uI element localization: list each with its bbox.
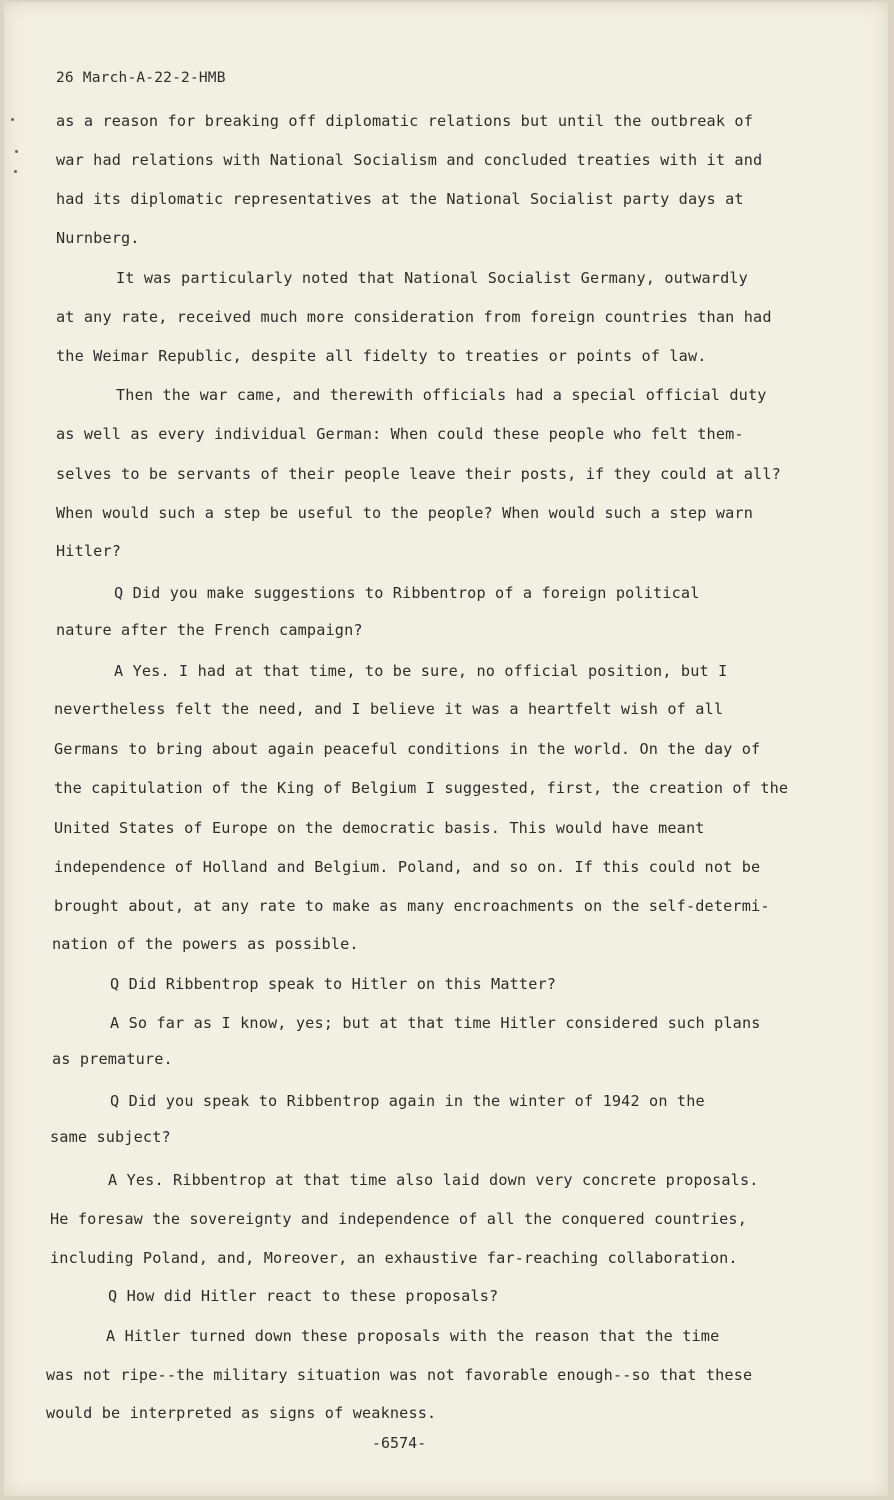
document-page: [4, 2, 888, 1496]
text-line: as well as every individual German: When could these people who felt them-: [56, 425, 744, 443]
margin-mark: [15, 150, 18, 153]
text-line: He foresaw the sovereignty and independence of all the conquered countries,: [50, 1210, 748, 1228]
text-line: Then the war came, and therewith officials had a special official duty: [116, 386, 767, 404]
answer-line: A Yes. I had at that time, to be sure, no official position, but I: [114, 662, 728, 680]
document-header: 26 March-A-22-2-HMB: [56, 70, 226, 86]
answer-line: A Yes. Ribbentrop at that time also laid down very concrete proposals.: [108, 1171, 759, 1189]
text-line: war had relations with National Socialism and concluded treaties with it and: [56, 151, 763, 169]
text-line: was not ripe--the military situation was not favorable enough--so that these: [46, 1366, 753, 1384]
text-line: Germans to bring about again peaceful conditions in the world. On the day of: [54, 740, 761, 758]
text-line: nature after the French campaign?: [56, 621, 363, 639]
text-line: the capitulation of the King of Belgium I suggested, first, the creation of the: [54, 779, 789, 797]
text-line: It was particularly noted that National Socialist Germany, outwardly: [116, 269, 748, 287]
text-line: nation of the powers as possible.: [52, 935, 359, 953]
text-line: at any rate, received much more consideration from foreign countries than had: [56, 308, 772, 326]
answer-line: A So far as I know, yes; but at that time Hitler considered such plans: [110, 1014, 761, 1032]
text-line: selves to be servants of their people leave their posts, if they could at all?: [56, 465, 781, 483]
text-line: would be interpreted as signs of weakness.: [46, 1404, 437, 1422]
text-line: as premature.: [52, 1050, 173, 1068]
question-line: Q Did you speak to Ribbentrop again in the winter of 1942 on the: [110, 1092, 705, 1110]
text-line: Hitler?: [56, 542, 122, 560]
question-line: Q Did Ribbentrop speak to Hitler on this Matter?: [110, 975, 557, 993]
text-line: had its diplomatic representatives at the National Socialist party days at: [56, 190, 744, 208]
page-number: -6574-: [372, 1434, 427, 1452]
answer-line: A Hitler turned down these proposals with the reason that the time: [106, 1327, 720, 1345]
text-line: nevertheless felt the need, and I believe it was a heartfelt wish of all: [54, 700, 724, 718]
text-line: as a reason for breaking off diplomatic relations but until the outbreak of: [56, 112, 754, 130]
text-line: the Weimar Republic, despite all fidelty to treaties or points of law.: [56, 347, 707, 365]
margin-mark: [11, 118, 14, 121]
text-line: same subject?: [50, 1128, 171, 1146]
question-line: Q Did you make suggestions to Ribbentrop of a foreign political: [114, 584, 700, 602]
text-line: Nurnberg.: [56, 229, 140, 247]
question-line: Q How did Hitler react to these proposals?: [108, 1287, 499, 1305]
margin-mark: [14, 170, 17, 173]
text-line: brought about, at any rate to make as many encroachments on the self-determi-: [54, 897, 770, 915]
text-line: independence of Holland and Belgium. Poland, and so on. If this could not be: [54, 858, 761, 876]
text-line: United States of Europe on the democratic basis. This would have meant: [54, 819, 705, 837]
text-line: When would such a step be useful to the people? When would such a step warn: [56, 504, 754, 522]
text-line: including Poland, and, Moreover, an exhaustive far-reaching collaboration.: [50, 1249, 738, 1267]
